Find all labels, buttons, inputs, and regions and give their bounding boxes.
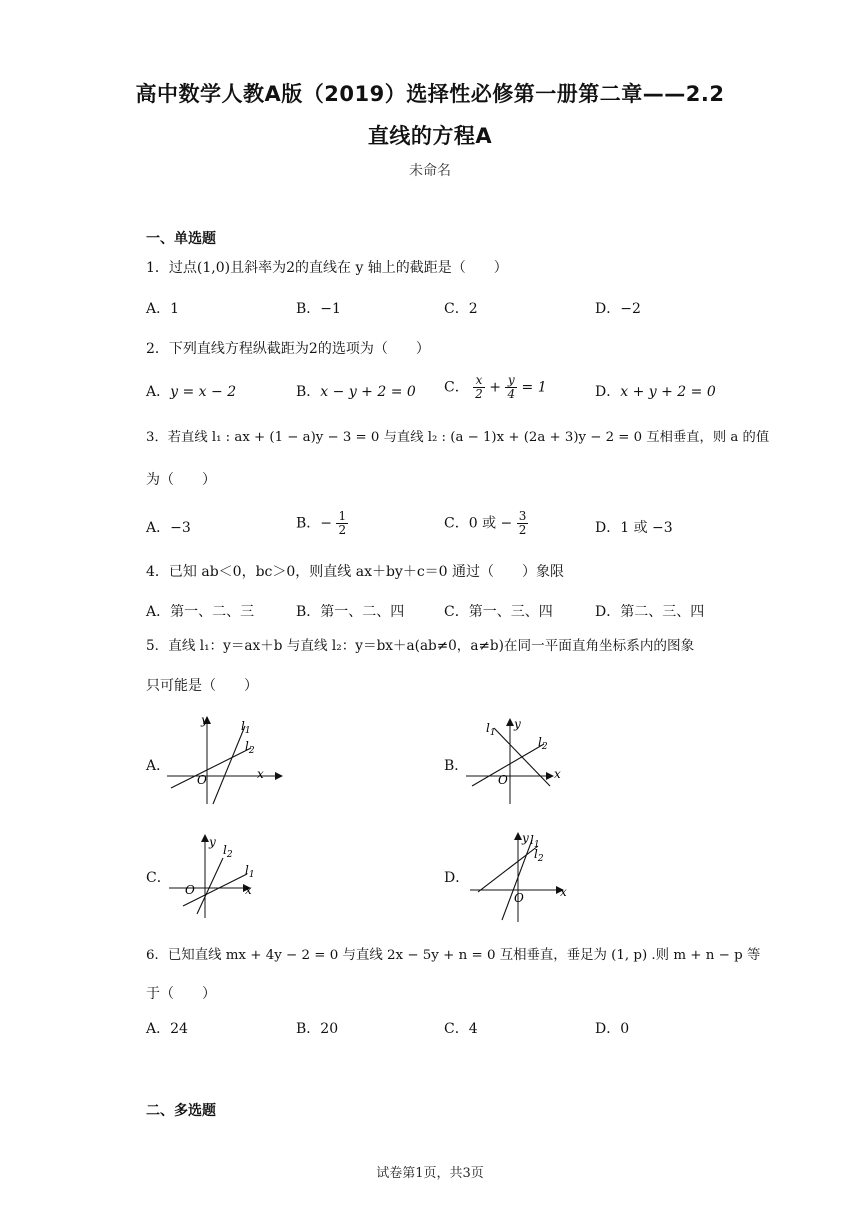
q1-option-d[interactable]: D．−2: [595, 301, 641, 317]
svg-text:x: x: [257, 767, 264, 781]
svg-text:y: y: [522, 831, 529, 845]
page-footer: 试卷第1页，共3页: [376, 1166, 484, 1181]
q3-option-a[interactable]: A．−3: [146, 520, 191, 536]
question-5-line1: 5．直线 l₁：y＝ax＋b 与直线 l₂：y＝bx＋a(ab≠0，a≠b)在同一平面直角坐标系内的图象: [146, 638, 695, 654]
option-label: C．: [444, 379, 469, 396]
question-3-line1: 3．若直线 l₁ : ax + (1 − a)y − 3 = 0 与直线 l₂ : (a − 1)x + (2a + 3)y − 2 = 0 互相垂直，则 a 的值: [146, 430, 770, 445]
svg-text:y: y: [209, 835, 216, 849]
option-label: B．−: [296, 515, 333, 532]
svg-text:l1: $l_1$: [241, 719, 251, 736]
q1-option-c[interactable]: C．2: [444, 301, 478, 317]
svg-text:O: O: [197, 773, 207, 787]
q1-option-b[interactable]: B．−1: [296, 301, 341, 317]
q2-d-equation: x + y + 2 = 0: [620, 384, 716, 400]
option-label: C．0 或 −: [444, 515, 513, 532]
q6-option-d[interactable]: D．0: [595, 1021, 630, 1037]
q4-option-a[interactable]: A．第一、二、三: [146, 604, 255, 620]
svg-text:x: x: [245, 883, 252, 897]
q3-option-b[interactable]: [296, 510, 348, 537]
q5-option-d-label[interactable]: D．: [444, 870, 470, 886]
question-2-text: 2．下列直线方程纵截距为2的选项为（ ）: [146, 341, 430, 357]
q6-option-a[interactable]: A．24: [146, 1021, 188, 1037]
svg-text:y: y: [514, 717, 521, 731]
svg-text:l2: $l_2$: [245, 739, 255, 756]
svg-text:l1: $l_1$: [245, 863, 255, 880]
section-single-choice: 一、单选题: [146, 231, 216, 247]
q6-option-b[interactable]: B．20: [296, 1021, 339, 1037]
svg-text:l2: $l_2$: [223, 843, 233, 860]
svg-text:O: O: [514, 891, 524, 905]
svg-text:l1: $l_1$: [486, 721, 496, 738]
q5-option-c-label[interactable]: C．: [146, 870, 171, 886]
page-subtitle: 未命名: [409, 163, 451, 179]
page-title-line1: 高中数学人教A版（2019）选择性必修第一册第二章——2.2: [135, 82, 725, 106]
svg-text:x: x: [554, 767, 561, 781]
q4-option-d[interactable]: D．第二、三、四: [595, 604, 705, 620]
q2-a-equation: y = x − 2: [170, 384, 237, 400]
q3-option-c[interactable]: [444, 510, 528, 537]
q5-graph-c[interactable]: [165, 830, 285, 925]
question-3-line2: 为（ ）: [146, 472, 216, 488]
question-6-line2: 于（ ）: [146, 986, 216, 1002]
q4-option-b[interactable]: B．第一、二、四: [296, 604, 405, 620]
question-1-text: 1．过点(1,0)且斜率为2的直线在 y 轴上的截距是（ ）: [146, 260, 508, 276]
q5-option-a-label[interactable]: A．: [146, 758, 171, 774]
option-label: B．: [296, 384, 321, 400]
q5-option-b-label[interactable]: B．: [444, 758, 469, 774]
q6-option-c[interactable]: C．4: [444, 1021, 478, 1037]
q1-option-a[interactable]: A．1: [146, 301, 180, 317]
question-4-text: 4．已知 ab＜0，bc＞0，则直线 ax＋by＋c＝0 通过（ ）象限: [146, 564, 565, 580]
option-label: D．: [595, 384, 621, 400]
fraction-1-over-2: $\frac{1}{2}$: [338, 509, 347, 537]
q3-option-d[interactable]: D．1 或 −3: [595, 520, 673, 536]
section-multi-choice: 二、多选题: [146, 1103, 216, 1119]
q2-option-c[interactable]: [444, 374, 547, 401]
option-label: A．: [146, 384, 171, 400]
question-5-line2: 只可能是（ ）: [146, 678, 258, 694]
q5-graph-a[interactable]: [165, 712, 285, 807]
fraction-x-over-2: $\frac{x}{2}$: [475, 373, 483, 401]
q2-b-equation: x − y + 2 = 0: [320, 384, 416, 400]
fraction-y-over-4: $\frac{y}{4}$: [507, 373, 516, 401]
svg-text:O: O: [185, 883, 195, 897]
svg-text:O: O: [498, 773, 508, 787]
q2-option-a[interactable]: [146, 382, 236, 402]
svg-text:l2: $l_2$: [538, 735, 548, 752]
page-title-line2: 直线的方程A: [367, 124, 493, 148]
svg-text:y: y: [201, 713, 208, 727]
svg-text:l1: $l_1$: [530, 833, 540, 850]
q4-option-c[interactable]: C．第一、三、四: [444, 604, 553, 620]
q2-option-d[interactable]: [595, 382, 716, 402]
q2-option-b[interactable]: [296, 382, 416, 402]
q5-graph-d[interactable]: [464, 830, 584, 925]
fraction-3-over-2: $\frac{3}{2}$: [518, 509, 527, 537]
plus-sign: +: [489, 379, 501, 396]
equals-one: = 1: [521, 379, 547, 396]
svg-text:x: x: [560, 885, 567, 899]
svg-text:l2: $l_2$: [534, 847, 544, 864]
q5-graph-b[interactable]: [464, 712, 584, 807]
question-6-line1: 6．已知直线 mx + 4y − 2 = 0 与直线 2x − 5y + n = 0 互相垂直，垂足为 (1, p) .则 m + n − p 等: [146, 948, 761, 963]
